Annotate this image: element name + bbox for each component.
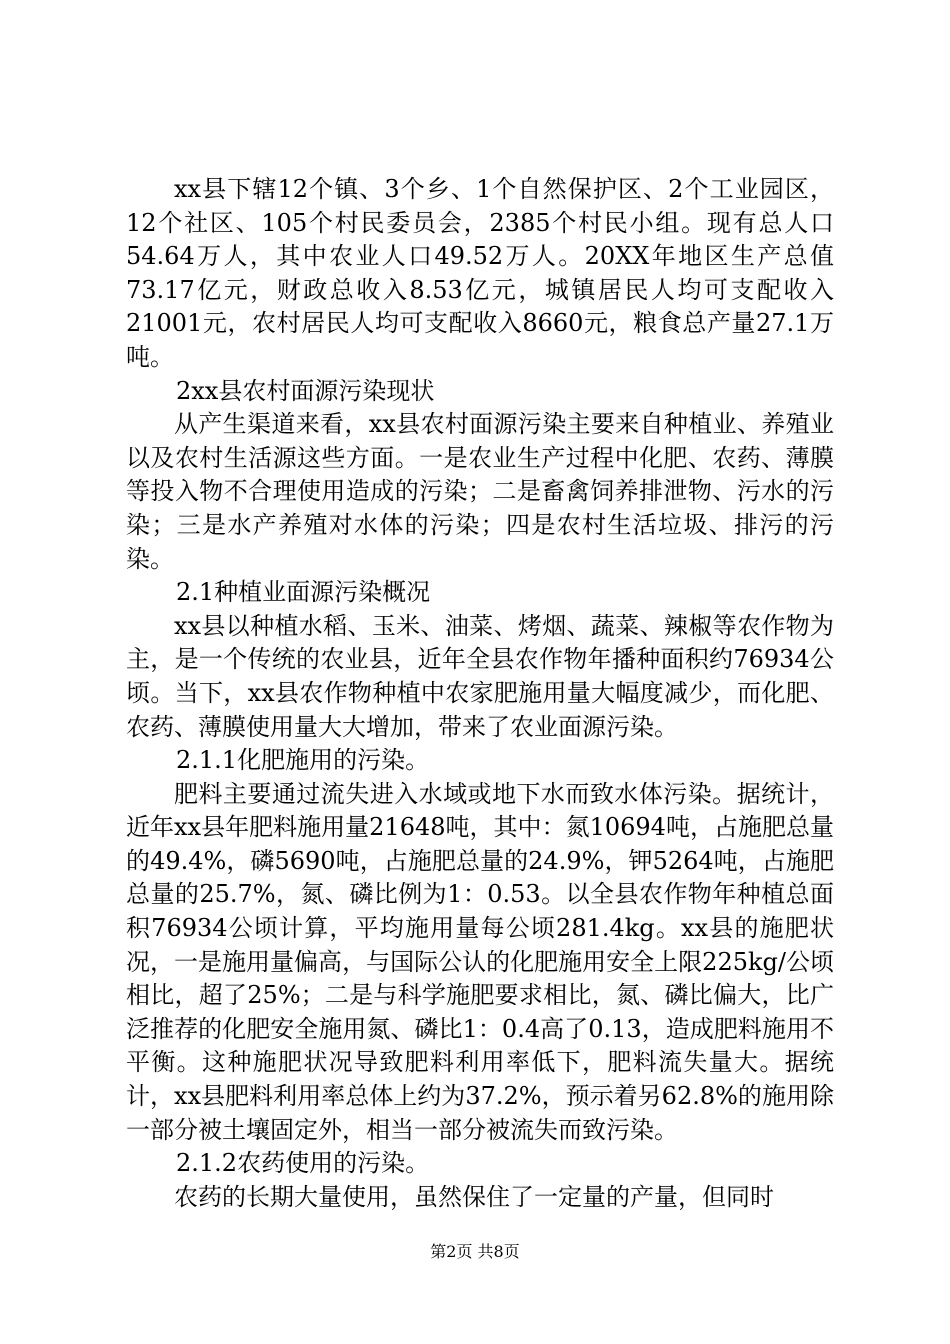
paragraph-pesticide-intro: 农药的长期大量使用，虽然保住了一定量的产量，但同时 [174, 1182, 774, 1211]
heading-pollution-status: 2xx县农村面源污染现状 [176, 376, 435, 405]
paragraph-planting-overview: xx县以种植水稻、玉米、油菜、烤烟、蔬菜、辣椒等农作物为主，是一个传统的农业县，近年全县农作物年播种面积约76934公顷。当下，xx县农作物种植中农家肥施用量大幅度减少，而化肥、农药、薄膜使用量大大增加，带来了农业面源污染。 [126, 611, 834, 741]
paragraph-pollution-sources: 从产生渠道来看，xx县农村面源污染主要来自种植业、养殖业以及农村生活源这些方面。一是农业生产过程中化肥、农药、薄膜等投入物不合理使用造成的污染；二是畜禽饲养排泄物、污水的污染；三是水产养殖对水体的污染；四是农村生活垃圾、排污的污染。 [126, 410, 834, 573]
page-content [126, 173, 834, 1214]
heading-pesticide-pollution: 2.1.2农药使用的污染。 [176, 1149, 430, 1178]
page-footer: 第2页 共8页 [430, 1242, 520, 1261]
paragraph-county-overview: xx县下辖12个镇、3个乡、1个自然保护区、2个工业园区，12个社区、105个村民委员会，2385个村民小组。现有总人口54.64万人，其中农业人口49.52万人。20XX年地区生产总值73.17亿元，财政总收入8.53亿元，城镇居民人均可支配收入21001元，农村居民人均可支配收入8660元，粮食总产量27.1万吨。 [126, 175, 834, 371]
heading-fertilizer-pollution: 2.1.1化肥施用的污染。 [176, 746, 430, 775]
heading-planting-pollution: 2.1种植业面源污染概况 [176, 578, 431, 607]
paragraph-fertilizer-details: 肥料主要通过流失进入水域或地下水而致水体污染。据统计，近年xx县年肥料施用量21648吨，其中：氮10694吨，占施肥总量的49.4%，磷5690吨，占施肥总量的24.9%，钾5264吨，占施肥总量的25.7%，氮、磷比例为1：0.53。以全县农作物年种植总面积76934公顷计算，平均施用量每公顷281.4kg。xx县的施肥状况，一是施用量偏高，与国际公认的化肥施用安全上限225kg/公顷相比，超了25%；二是与科学施肥要求相比，氮、磷比偏大，比广泛推荐的化肥安全施用氮、磷比1：0.4高了0.13，造成肥料施用不平衡。这种施肥状况导致肥料利用率低下，肥料流失量大。据统计，xx县肥料利用率总体上约为37.2%，预示着另62.8%的施用除一部分被土壤固定外，相当一部分被流失而致污染。 [126, 779, 834, 1144]
